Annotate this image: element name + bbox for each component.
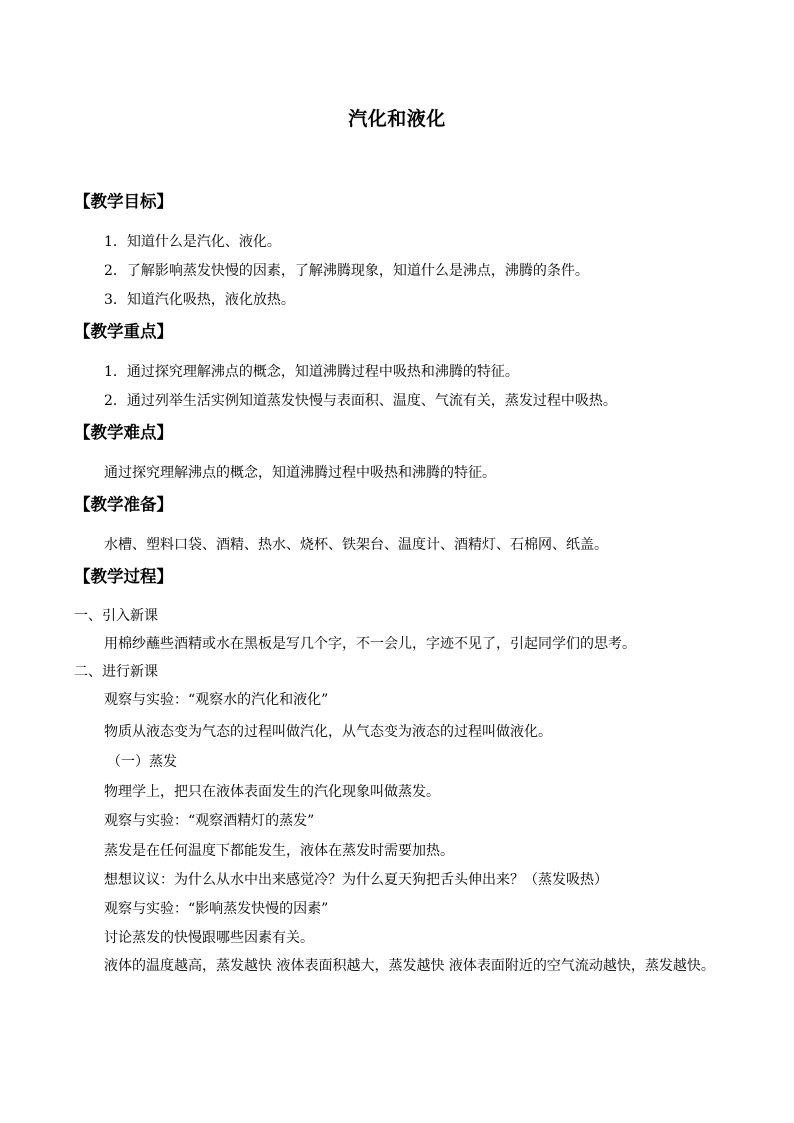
goal-item-2: 2．了解影响蒸发快慢的因素，了解沸腾现象，知道什么是沸点，沸腾的条件。 — [104, 263, 589, 279]
process-line-5: 观察与实验：“观察酒精灯的蒸发” — [104, 813, 315, 829]
preparation-heading: 【教学准备】 — [74, 495, 173, 514]
process-conclusion: 液体的温度越高，蒸发越快 液体表面积越大，蒸发越快 液体表面附近的空气流动越快，蒸发越快。 — [104, 958, 715, 974]
process-line-9: 讨论蒸发的快慢跟哪些因素有关。 — [104, 930, 314, 946]
process-line-7: 想想议议：为什么从水中出来感觉冷？为什么夏天狗把舌头伸出来？（蒸发吸热） — [104, 872, 608, 888]
goal-item-3: 3．知道汽化吸热，液化放热。 — [104, 292, 295, 308]
difficulties-heading: 【教学难点】 — [74, 423, 173, 442]
process-subheading-evaporation: （一）蒸发 — [107, 754, 177, 770]
difficulties-text: 通过探究理解沸点的概念，知道沸腾过程中吸热和沸腾的特征。 — [104, 465, 496, 481]
goals-heading: 【教学目标】 — [74, 192, 173, 211]
process-part1-text: 用棉纱蘸些酒精或水在黑板是写几个字，不一会儿，字迹不见了，引起同学们的思考。 — [104, 636, 636, 652]
goal-item-1: 1．知道什么是汽化、液化。 — [104, 234, 281, 250]
process-line-2: 物质从液态变为气态的过程叫做汽化，从气态变为液态的过程叫做液化。 — [104, 724, 552, 740]
process-line-6: 蒸发是在任何温度下都能发生，液体在蒸发时需要加热。 — [104, 843, 454, 859]
process-part1-title: 一、引入新课 — [74, 608, 158, 624]
key-point-item-1: 1．通过探究理解沸点的概念，知道沸腾过程中吸热和沸腾的特征。 — [104, 364, 519, 380]
key-point-item-2: 2．通过列举生活实例知道蒸发快慢与表面积、温度、气流有关，蒸发过程中吸热。 — [104, 393, 617, 409]
process-line-4: 物理学上，把只在液体表面发生的汽化现象叫做蒸发。 — [104, 784, 440, 800]
key-points-heading: 【教学重点】 — [74, 322, 173, 341]
process-part2-title: 二、进行新课 — [74, 664, 158, 680]
preparation-text: 水槽、塑料口袋、酒精、热水、烧杯、铁架台、温度计、酒精灯、石棉网、纸盖。 — [104, 537, 608, 553]
process-heading: 【教学过程】 — [74, 567, 173, 586]
page-title: 汽化和液化 — [348, 108, 446, 130]
process-line-1: 观察与实验：“观察水的汽化和液化” — [104, 692, 329, 708]
process-line-8: 观察与实验：“影响蒸发快慢的因素” — [104, 901, 329, 917]
